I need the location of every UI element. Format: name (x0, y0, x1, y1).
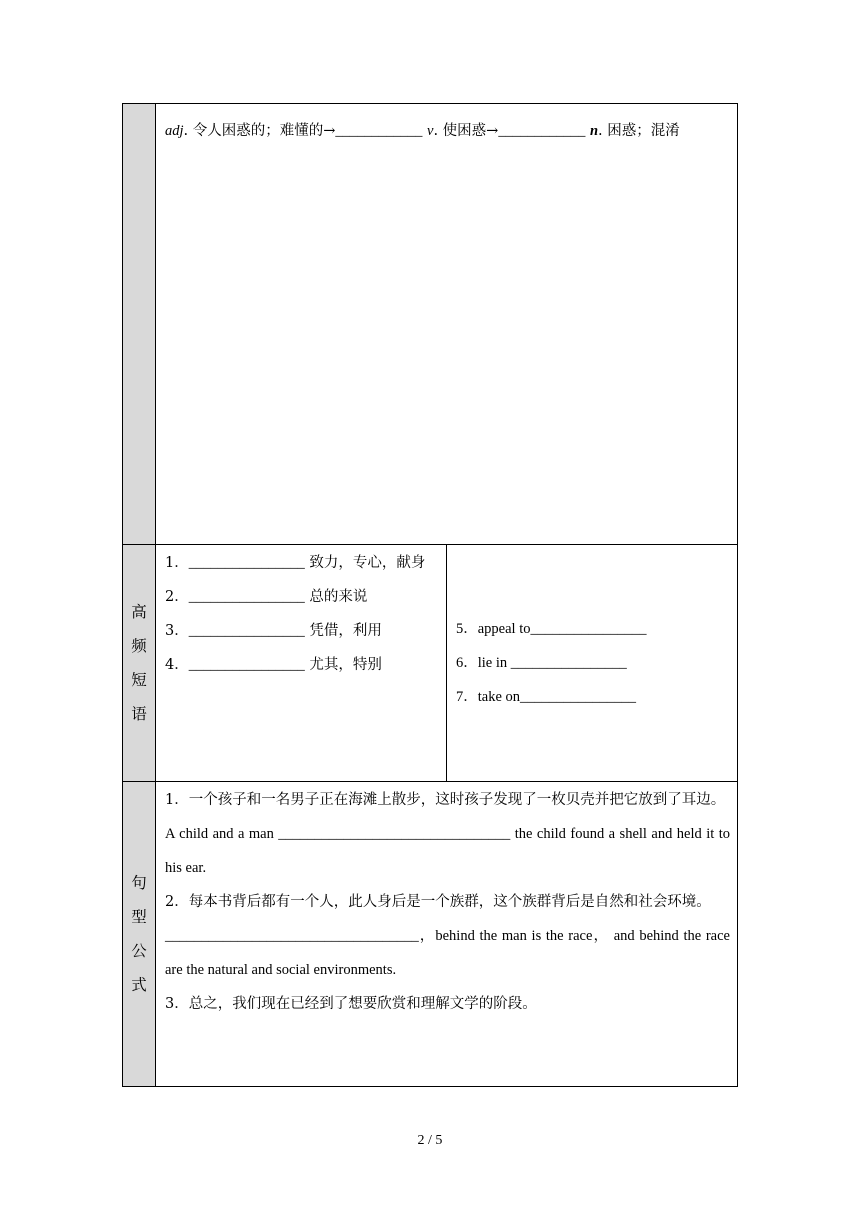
phrases-row (123, 545, 738, 782)
phrases-label-char: 短 (131, 671, 147, 689)
patterns-label-char: 式 (131, 976, 147, 994)
phrase-item-7 (456, 680, 730, 714)
phrases-label (123, 545, 156, 782)
pattern-cn-1: 1．一个孩子和一名男子正在海滩上散步，这时孩子发现了一枚贝壳并把它放到了耳边。 (165, 792, 726, 808)
phrases-right-cell (447, 545, 738, 782)
phrase-item-2 (165, 580, 439, 614)
pattern-en-1[interactable]: A child and a man ________________________________ the child found a shell and held it to his ear. (165, 826, 730, 876)
pattern-cn-2: 2．每本书背后都有一个人，此人身后是一个族群，这个族群背后是自然和社会环境。 (165, 894, 711, 910)
pos-adj: adj (165, 123, 184, 139)
patterns-label-char: 句 (131, 874, 147, 892)
phrase-num: 1． (165, 555, 189, 571)
vocab-cell (156, 104, 738, 545)
patterns-label (123, 782, 156, 1087)
phrase-item-3 (165, 614, 439, 648)
pos-n: n (589, 123, 599, 139)
phrase-meaning: 凭借，利用 (304, 623, 382, 639)
phrase-num: 6． (456, 655, 478, 671)
phrase-meaning: 总的来说 (304, 589, 368, 605)
phrase-num: 2． (165, 589, 189, 605)
study-table (122, 103, 738, 1087)
phrases-left-cell (156, 545, 447, 782)
phrase-text[interactable]: take on________________ (477, 689, 637, 705)
phrase-blank[interactable]: ________________ (188, 589, 305, 605)
pattern-cn-3: 3．总之，我们现在已经到了想要欣赏和理解文学的阶段。 (165, 996, 537, 1012)
phrase-item-4 (165, 648, 439, 682)
patterns-label-char: 型 (131, 908, 147, 926)
phrase-item-5 (456, 612, 730, 646)
phrase-num: 7． (456, 689, 478, 705)
phrase-num: 3． (165, 623, 189, 639)
patterns-row (123, 782, 738, 1087)
phrase-text[interactable]: appeal to________________ (477, 621, 647, 637)
vocab-blank-1[interactable]: ____________ (335, 123, 423, 139)
vocab-entry (156, 104, 737, 148)
page-number: 2 / 5 (417, 1133, 443, 1148)
phrases-label-char: 频 (131, 637, 147, 655)
phrases-label-char: 高 (131, 603, 147, 621)
phrase-blank[interactable]: ________________ (188, 657, 305, 673)
phrase-item-1 (165, 546, 439, 580)
phrase-num: 4． (165, 657, 189, 673)
phrase-text[interactable]: lie in ________________ (477, 655, 627, 671)
patterns-cell (156, 782, 738, 1087)
phrase-num: 5． (456, 621, 478, 637)
vocab-side-cell (123, 104, 156, 545)
phrase-item-6 (456, 646, 730, 680)
vocab-text-2: . 使困惑→ (433, 123, 499, 139)
phrases-label-char: 语 (131, 705, 147, 723)
vocab-row (123, 104, 738, 545)
phrase-meaning: 尤其，特别 (304, 657, 382, 673)
vocab-blank-2[interactable]: ____________ (498, 123, 586, 139)
pos-v: v (427, 123, 434, 139)
phrase-blank[interactable]: ________________ (188, 623, 305, 639)
vocab-text-3: . 困惑；混淆 (598, 123, 680, 139)
patterns-label-char: 公 (131, 942, 147, 960)
vocab-text-1: . 令人困惑的；难懂的→ (183, 123, 336, 139)
phrase-meaning: 致力，专心，献身 (304, 555, 426, 571)
pattern-en-2[interactable]: ___________________________________，behind the man is the race， and behind the race are the natural and social environments. (165, 928, 730, 978)
phrase-blank[interactable]: ________________ (188, 555, 305, 571)
